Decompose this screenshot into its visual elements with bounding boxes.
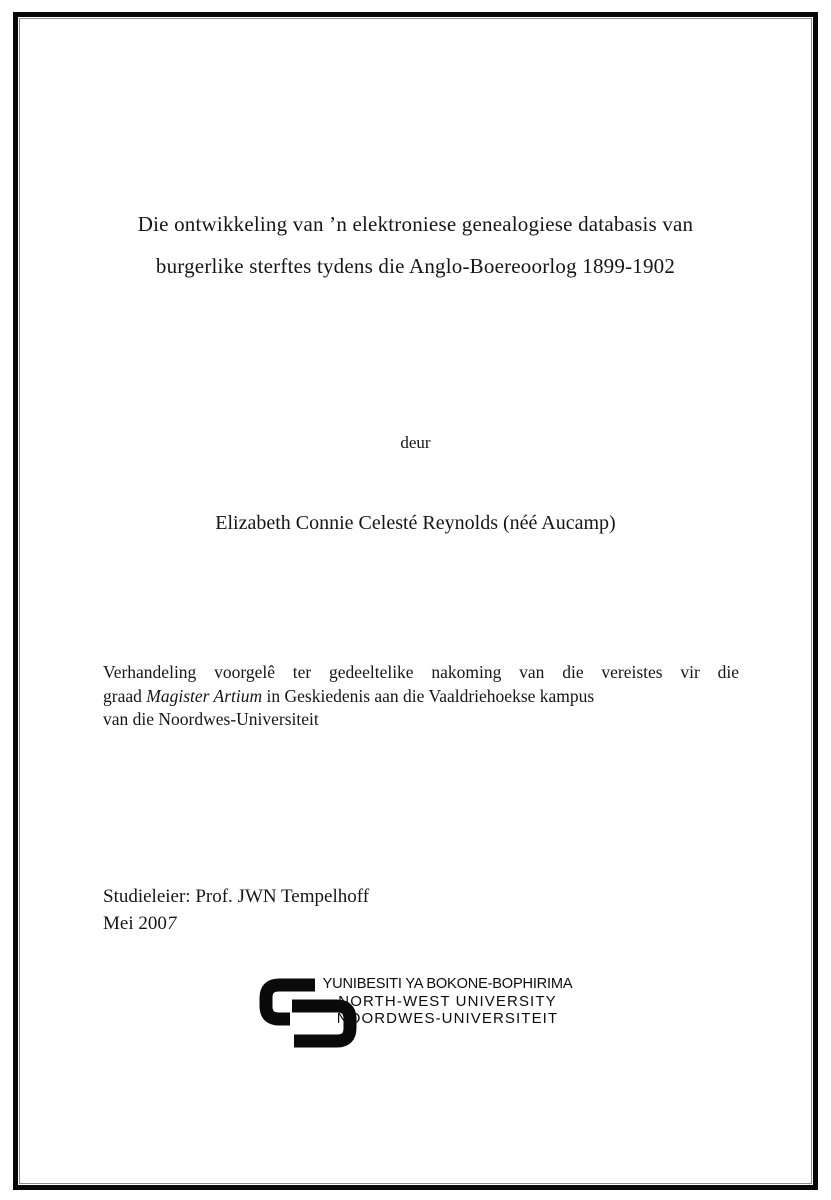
logo-text-afrikaans: NOORDWES-UNIVERSITEIT: [336, 1010, 559, 1028]
degree-name-italic: Magister Artium: [146, 685, 263, 706]
degree-statement: [103, 661, 739, 732]
thesis-title-line1: Die ontwikkeling van ’n elektroniese genealogiese databasis van: [137, 212, 694, 236]
author-name: Elizabeth Connie Celesté Reynolds (néé Aucamp): [215, 512, 616, 534]
supervisor-line: Studieleier: Prof. JWN Tempelhoff: [103, 886, 370, 907]
thesis-title: [47, 203, 784, 287]
logo-text-setswana: YUNIBESITI YA BOKONE-BOPHIRIMA: [322, 976, 573, 992]
date-last-digit: 7: [165, 912, 178, 934]
degree-statement-line2: [103, 685, 739, 709]
date-prefix: Mei 200: [103, 912, 167, 934]
degree-statement-line1: Verhandeling voorgelê ter gedeeltelike nakoming van die vereistes vir die: [103, 662, 739, 682]
supervisor-block: [103, 884, 369, 937]
degree-statement-line2-post: in Geskiedenis aan die Vaaldriehoekse kampus: [262, 685, 595, 706]
thesis-title-line2: burgerlike sterftes tydens die Anglo-Boereoorlog 1899-1902: [155, 254, 676, 278]
date-line: [103, 911, 369, 938]
university-logo-text: [321, 976, 574, 1028]
byline: deur: [400, 433, 431, 452]
degree-statement-line2-pre: graad: [103, 685, 147, 706]
logo-text-english: NORTH-WEST UNIVERSITY: [338, 993, 557, 1011]
degree-statement-line3: van die Noordwes-Universiteit: [103, 709, 319, 729]
